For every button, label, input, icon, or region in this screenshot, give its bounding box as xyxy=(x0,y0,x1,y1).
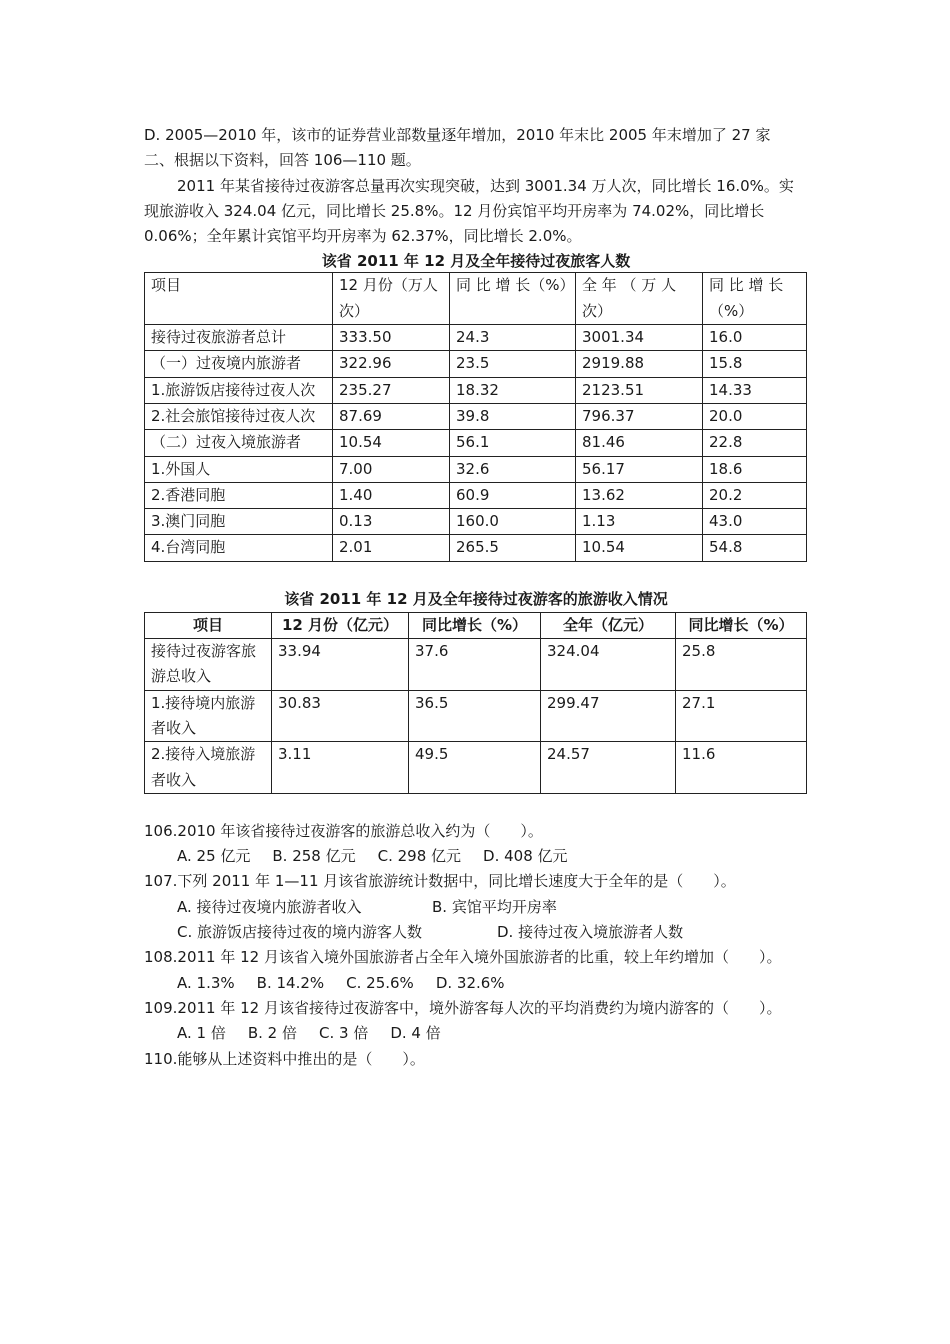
table-row xyxy=(145,535,807,561)
table-row xyxy=(145,482,807,508)
table-cell: 37.6 xyxy=(409,639,541,691)
table-row xyxy=(145,509,807,535)
table-cell: 1.旅游饭店接待过夜人次 xyxy=(145,377,333,403)
table-cell: 2.接待入境旅游者收入 xyxy=(145,742,272,794)
table-row xyxy=(145,690,807,742)
table-cell: 24.57 xyxy=(541,742,676,794)
table-cell: 1.外国人 xyxy=(145,456,333,482)
table-cell: 13.62 xyxy=(576,482,703,508)
option-d[interactable]: D. 接待过夜入境旅游者人数 xyxy=(497,923,684,942)
table-header-cell: 同比增长（%） xyxy=(676,612,807,638)
table-cell: 1.接待境内旅游者收入 xyxy=(145,690,272,742)
table-cell: 1.40 xyxy=(333,482,450,508)
table-cell: 3001.34 xyxy=(576,325,703,351)
table-cell: 4.台湾同胞 xyxy=(145,535,333,561)
question-108-options xyxy=(144,971,808,996)
table-cell: 299.47 xyxy=(541,690,676,742)
table-row xyxy=(145,351,807,377)
question-109-stem: 109.2011 年 12 月该省接待过夜游客中，境外游客每人次的平均消费约为境内游客的（ ）。 xyxy=(144,998,782,1017)
table-cell: 23.5 xyxy=(450,351,576,377)
table-cell: 20.2 xyxy=(703,482,807,508)
table-cell: （一）过夜境内旅游者 xyxy=(145,351,333,377)
table-cell: 2.香港同胞 xyxy=(145,482,333,508)
table-row xyxy=(145,430,807,456)
question-110-stem: 110.能够从上述资料中推出的是（ ）。 xyxy=(144,1049,425,1068)
table-cell: 36.5 xyxy=(409,690,541,742)
table-row xyxy=(145,325,807,351)
table1-title: 该省 2011 年 12 月及全年接待过夜旅客人数 xyxy=(321,252,631,271)
table-header-cell: 12 月份（亿元） xyxy=(272,612,409,638)
tourism-revenue-table xyxy=(144,612,807,794)
table-cell: 20.0 xyxy=(703,403,807,429)
question-109-options xyxy=(144,1021,808,1046)
table-cell: 10.54 xyxy=(576,535,703,561)
document-page xyxy=(144,123,808,1072)
table-cell: 接待过夜游客旅游总收入 xyxy=(145,639,272,691)
table-cell: 10.54 xyxy=(333,430,450,456)
table-cell: 54.8 xyxy=(703,535,807,561)
option-d-text: D. 2005—2010 年，该市的证券营业部数量逐年增加，2010 年末比 2005 年末增加了 27 家 xyxy=(144,126,771,144)
table-cell: 160.0 xyxy=(450,509,576,535)
table-cell: 18.6 xyxy=(703,456,807,482)
option-b[interactable]: B. 258 亿元 xyxy=(272,847,356,866)
question-107-options-row2 xyxy=(144,920,808,945)
option-a[interactable]: A. 接待过夜境内旅游者收入 xyxy=(177,897,362,916)
table-cell: （二）过夜入境旅游者 xyxy=(145,430,333,456)
overnight-visitors-table xyxy=(144,272,807,561)
option-d[interactable]: D. 32.6% xyxy=(435,973,505,992)
option-c[interactable]: C. 旅游饭店接待过夜的境内游客人数 xyxy=(177,923,423,942)
table-cell: 39.8 xyxy=(450,403,576,429)
table-cell: 333.50 xyxy=(333,325,450,351)
option-c[interactable]: C. 3 倍 xyxy=(319,1024,369,1043)
option-d[interactable]: D. 4 倍 xyxy=(390,1024,441,1043)
table-cell: 796.37 xyxy=(576,403,703,429)
table-header-cell: 全年（亿元） xyxy=(541,612,676,638)
table-header-cell: 全 年 （ 万 人 次） xyxy=(576,273,703,325)
table-cell: 15.8 xyxy=(703,351,807,377)
table-cell: 3.11 xyxy=(272,742,409,794)
table-header-cell: 12 月份（万人次） xyxy=(333,273,450,325)
question-106-options xyxy=(144,844,808,869)
table-cell: 2919.88 xyxy=(576,351,703,377)
option-a[interactable]: A. 25 亿元 xyxy=(177,847,251,866)
table-cell: 11.6 xyxy=(676,742,807,794)
table-header-cell: 同比增长（%） xyxy=(409,612,541,638)
table-cell: 14.33 xyxy=(703,377,807,403)
table-cell: 0.13 xyxy=(333,509,450,535)
table-header-cell: 同 比 增 长（%） xyxy=(703,273,807,325)
table-header-row xyxy=(145,612,807,638)
table-cell: 2.社会旅馆接待过夜人次 xyxy=(145,403,333,429)
table-cell: 22.8 xyxy=(703,430,807,456)
table-header-row xyxy=(145,273,807,325)
table-cell: 24.3 xyxy=(450,325,576,351)
table-cell: 56.1 xyxy=(450,430,576,456)
table-cell: 3.澳门同胞 xyxy=(145,509,333,535)
option-b[interactable]: B. 2 倍 xyxy=(247,1024,297,1043)
table-cell: 265.5 xyxy=(450,535,576,561)
intro-paragraph: 2011 年某省接待过夜游客总量再次实现突破，达到 3001.34 万人次，同比增长 16.0%。实现旅游收入 324.04 亿元，同比增长 25.8%。12 月份宾馆平均开房率为 74.02%，同比增长 0.06%；全年累计宾馆平均开房率为 62.37%，同比增长 2.0%。 xyxy=(144,176,794,246)
table-row xyxy=(145,403,807,429)
table-cell: 2123.51 xyxy=(576,377,703,403)
option-a[interactable]: A. 1 倍 xyxy=(177,1024,226,1043)
table-cell: 49.5 xyxy=(409,742,541,794)
table-header-cell: 项目 xyxy=(145,612,272,638)
section-heading: 二、根据以下资料，回答 106—110 题。 xyxy=(144,151,421,170)
table-cell: 322.96 xyxy=(333,351,450,377)
table-cell: 18.32 xyxy=(450,377,576,403)
table2-title: 该省 2011 年 12 月及全年接待过夜游客的旅游收入情况 xyxy=(284,589,668,608)
table-cell: 235.27 xyxy=(333,377,450,403)
option-b[interactable]: B. 14.2% xyxy=(256,973,325,992)
question-108-stem: 108.2011 年 12 月该省入境外国旅游者占全年入境外国旅游者的比重，较上年约增加（ ）。 xyxy=(144,948,782,967)
table-cell: 60.9 xyxy=(450,482,576,508)
table-cell: 32.6 xyxy=(450,456,576,482)
table-cell: 30.83 xyxy=(272,690,409,742)
table-cell: 27.1 xyxy=(676,690,807,742)
option-c[interactable]: C. 25.6% xyxy=(346,973,414,992)
table-cell: 接待过夜旅游者总计 xyxy=(145,325,333,351)
table-cell: 43.0 xyxy=(703,509,807,535)
option-c[interactable]: C. 298 亿元 xyxy=(377,847,462,866)
option-a[interactable]: A. 1.3% xyxy=(177,973,235,992)
table-cell: 87.69 xyxy=(333,403,450,429)
table-cell: 2.01 xyxy=(333,535,450,561)
table-row xyxy=(145,456,807,482)
table-header-cell: 同 比 增 长（%） xyxy=(450,273,576,325)
table-row xyxy=(145,377,807,403)
option-d[interactable]: D. 408 亿元 xyxy=(483,847,568,866)
table-cell: 324.04 xyxy=(541,639,676,691)
table-cell: 81.46 xyxy=(576,430,703,456)
table-cell: 1.13 xyxy=(576,509,703,535)
table-header-cell: 项目 xyxy=(145,273,333,325)
table-row xyxy=(145,639,807,691)
table-cell: 33.94 xyxy=(272,639,409,691)
table-row xyxy=(145,742,807,794)
table-cell: 7.00 xyxy=(333,456,450,482)
table-cell: 56.17 xyxy=(576,456,703,482)
question-107-stem: 107.下列 2011 年 1—11 月该省旅游统计数据中，同比增长速度大于全年的是（ ）。 xyxy=(144,872,736,891)
question-106-stem: 106.2010 年该省接待过夜游客的旅游总收入约为（ ）。 xyxy=(144,821,543,840)
option-b[interactable]: B. 宾馆平均开房率 xyxy=(432,897,557,916)
table-cell: 16.0 xyxy=(703,325,807,351)
table-cell: 25.8 xyxy=(676,639,807,691)
question-107-options-row1 xyxy=(144,895,808,920)
